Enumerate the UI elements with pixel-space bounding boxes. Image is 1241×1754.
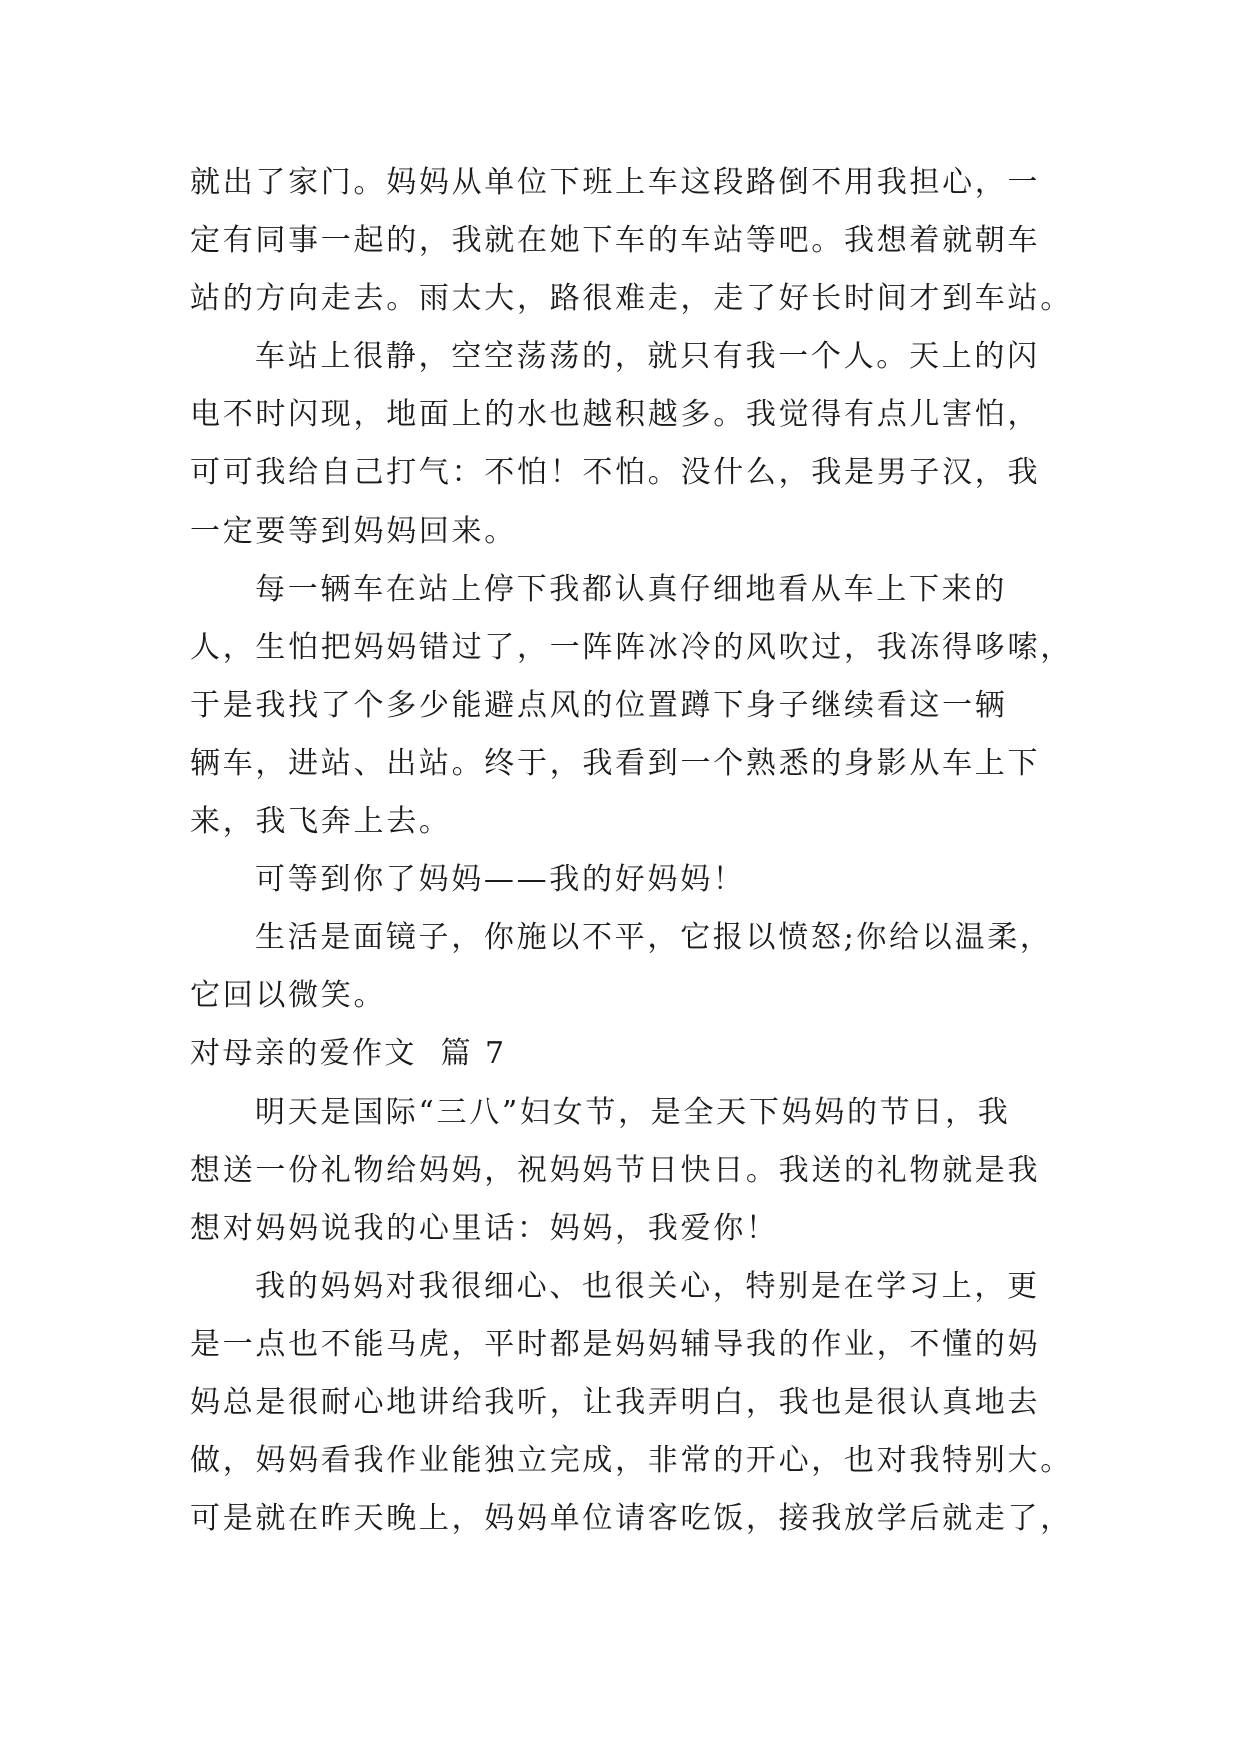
text-line: 想对妈妈说我的心里话：妈妈，我爱你！ <box>190 1210 779 1246</box>
text-line: 就出了家门。妈妈从单位下班上车这段路倒不用我担心，一 <box>190 165 1041 200</box>
text-line: 做，妈妈看我作业能独立完成，非常的开心，也对我特别大。 <box>190 1443 1073 1479</box>
text-line: 它回以微笑。 <box>190 978 387 1014</box>
text-line: 人，生怕把妈妈错过了，一阵阵冰冷的风吹过，我冻得哆嗦， <box>190 629 1073 665</box>
text-line: 辆车，进站、出站。终于，我看到一个熟悉的身影从车上下 <box>190 745 1041 781</box>
paragraph-start-line: 可等到你了妈妈——我的好妈妈！ <box>255 862 746 898</box>
text-line: 定有同事一起的，我就在她下车的车站等吧。我想着就朝车 <box>190 223 1041 259</box>
text-line: 是一点也不能马虎，平时都是妈妈辅导我的作业，不懂的妈 <box>190 1326 1041 1362</box>
text-line: 于是我找了个多少能避点风的位置蹲下身子继续看这一辆 <box>190 687 1008 723</box>
text-line: 可可我给自己打气：不怕！不怕。没什么，我是男子汉，我 <box>190 455 1041 491</box>
paragraph-start-line: 车站上很静，空空荡荡的，就只有我一个人。天上的闪 <box>255 339 1040 375</box>
text-line: 一定要等到妈妈回来。 <box>190 513 517 549</box>
text-line: 想送一份礼物给妈妈，祝妈妈节日快日。我送的礼物就是我 <box>190 1152 1041 1188</box>
section-heading: 对母亲的爱作文 篇 7 <box>190 1036 507 1072</box>
text-line: 可是就在昨天晚上，妈妈单位请客吃饭，接我放学后就走了， <box>190 1501 1073 1537</box>
body-text <box>190 154 1073 1548</box>
paragraph-start-line: 生活是面镜子，你施以不平，它报以愤怒;你给以温柔， <box>255 920 1053 956</box>
paragraph-start-line: 每一辆车在站上停下我都认真仔细地看从车上下来的 <box>255 571 1008 607</box>
text-line: 妈总是很耐心地讲给我听，让我弄明白，我也是很认真地去 <box>190 1384 1041 1420</box>
text-line: 电不时闪现，地面上的水也越积越多。我觉得有点儿害怕， <box>190 397 1041 433</box>
paragraph-start-line: 明天是国际“三八”妇女节，是全天下妈妈的节日，我 <box>255 1094 1011 1130</box>
text-line: 来，我飞奔上去。 <box>190 804 452 840</box>
paragraph-start-line: 我的妈妈对我很细心、也很关心，特别是在学习上，更 <box>255 1268 1040 1304</box>
text-line: 站的方向走去。雨太大，路很难走，走了好长时间才到车站。 <box>190 281 1073 317</box>
